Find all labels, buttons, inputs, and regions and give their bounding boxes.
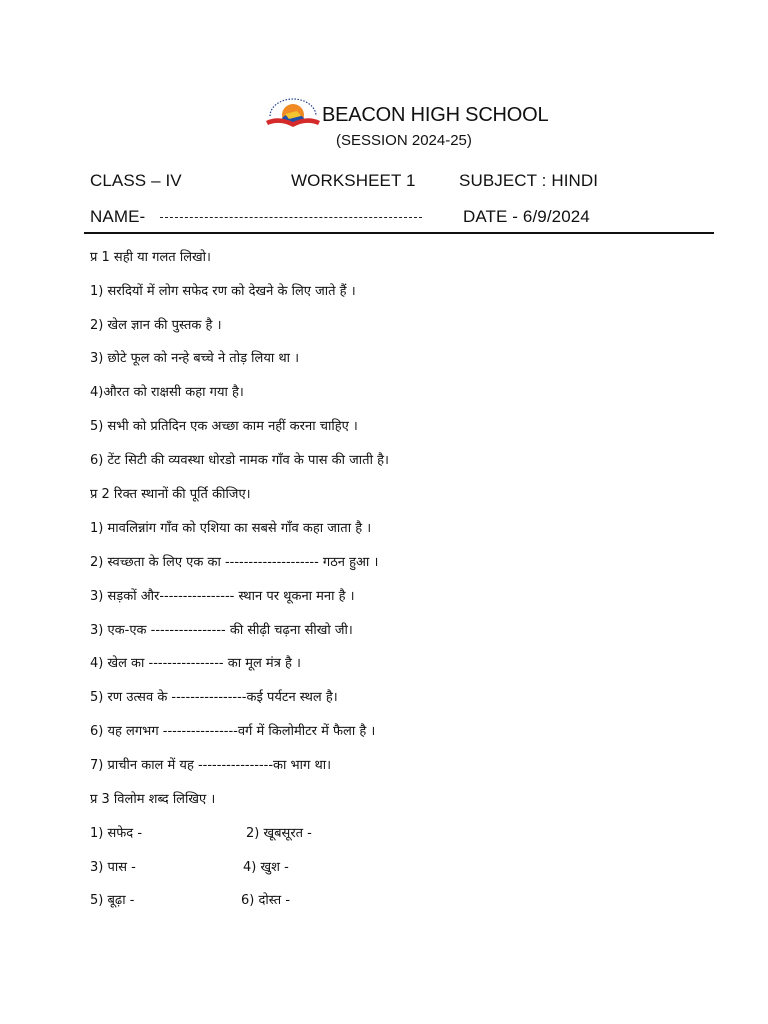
- q1-item: 2) खेल ज्ञान की पुस्तक है ।: [90, 318, 222, 333]
- q1-item: 6) टेंट सिटी की व्यवस्था धोरडो नामक गाँव के पास की जाती है।: [90, 453, 389, 468]
- q2-item: 6) यह लगभग ----------------वर्ग में किलोमीटर में फैला है ।: [90, 724, 376, 739]
- worksheet-label: WORKSHEET 1: [291, 171, 416, 190]
- q3-word: 2) खूबसूरत -: [246, 826, 312, 841]
- date-label: DATE - 6/9/2024: [463, 207, 590, 226]
- q3-word: 3) पास -: [90, 860, 136, 875]
- q3-word: 1) सफेद -: [90, 826, 143, 841]
- name-blank-line: [160, 217, 422, 218]
- q3-word: 6) दोस्त -: [241, 893, 291, 908]
- q3-heading: प्र 3 विलोम शब्द लिखिए ।: [90, 792, 216, 807]
- subject-label: SUBJECT : HINDI: [459, 171, 599, 190]
- header-divider: [84, 232, 714, 234]
- class-label: CLASS – IV: [90, 171, 182, 190]
- q2-item: 7) प्राचीन काल में यह ----------------का भाग था।: [90, 758, 332, 773]
- q1-item: 3) छोटे फूल को नन्हे बच्चे ने तोड़ लिया था ।: [90, 351, 300, 366]
- q2-item: 2) स्वच्छता के लिए एक का -------------------- गठन हुआ ।: [90, 555, 379, 570]
- q2-item: 1) मावलिन्नांग गाँव को एशिया का सबसे गाँव कहा जाता है ।: [90, 521, 372, 536]
- session-label: (SESSION 2024-25): [336, 132, 472, 149]
- q2-heading: प्र 2 रिक्त स्थानों की पूर्ति कीजिए।: [90, 487, 251, 502]
- school-logo: [264, 94, 322, 130]
- name-label: NAME-: [90, 207, 146, 226]
- q3-word: 4) खुश -: [243, 860, 289, 875]
- q2-item: 3) सड़कों और---------------- स्थान पर थूकना मना है ।: [90, 589, 355, 604]
- q3-word: 5) बूढ़ा -: [90, 893, 135, 908]
- school-name: BEACON HIGH SCHOOL: [322, 104, 549, 126]
- q1-heading: प्र 1 सही या गलत लिखो।: [90, 250, 211, 265]
- q2-item: 4) खेल का ---------------- का मूल मंत्र है ।: [90, 656, 301, 671]
- q1-item: 4)औरत को राक्षसी कहा गया है।: [90, 385, 244, 400]
- q2-item: 3) एक-एक ---------------- की सीढ़ी चढ़ना सीखो जी।: [90, 623, 353, 638]
- q1-item: 1) सरदियों में लोग सफेद रण को देखने के लिए जाते हैं ।: [90, 284, 356, 299]
- q2-item: 5) रण उत्सव के ----------------कई पर्यटन स्थल है।: [90, 690, 338, 705]
- q1-item: 5) सभी को प्रतिदिन एक अच्छा काम नहीं करना चाहिए ।: [90, 419, 358, 434]
